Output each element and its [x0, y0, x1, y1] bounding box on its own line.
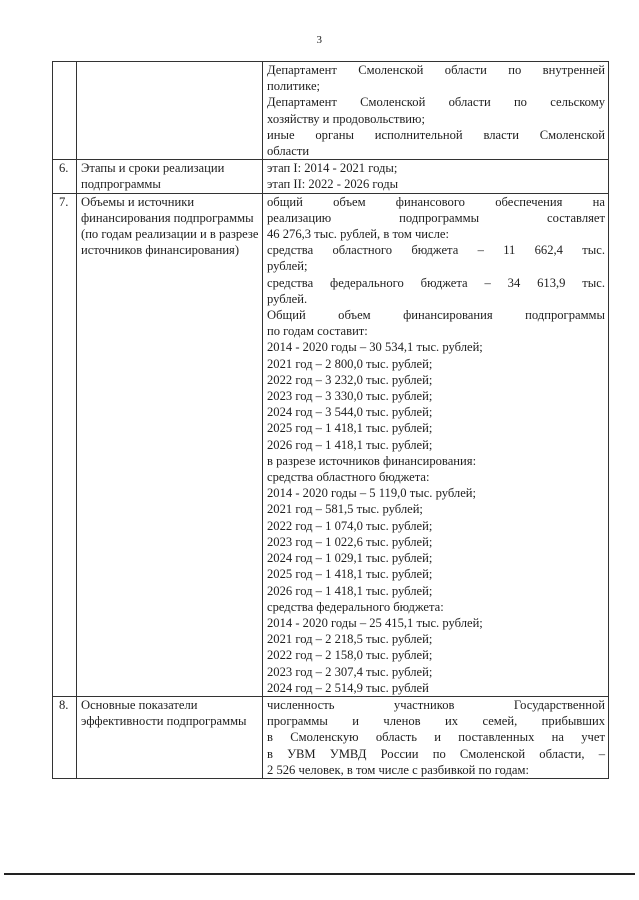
content-line: 2024 год – 1 029,1 тыс. рублей; — [267, 551, 433, 566]
page-number: 3 — [316, 34, 323, 46]
content-line: этап II: 2022 - 2026 годы — [267, 177, 399, 192]
content-line: 2021 год – 2 800,0 тыс. рублей; — [267, 356, 433, 371]
row-label: Этапы и сроки реализации подпрограммы — [81, 161, 225, 192]
content-line: 2025 год – 1 418,1 тыс. рублей; — [267, 421, 433, 436]
row-number: 8. — [53, 696, 77, 778]
content-line: реализацию подпрограммы составляет — [267, 210, 605, 225]
table-row — [53, 193, 609, 696]
content-line: 2025 год – 1 418,1 тыс. рублей; — [267, 567, 433, 582]
row-number — [53, 62, 77, 160]
row-number: 7. — [53, 193, 77, 696]
content-line: в Смоленскую область и поставленных на учет — [267, 730, 605, 745]
table-row — [53, 62, 609, 160]
content-line: 2024 год – 3 544,0 тыс. рублей; — [267, 405, 433, 420]
content-line: 2022 год – 1 074,0 тыс. рублей; — [267, 518, 433, 533]
content-line: программы и членов их семей, прибывших — [267, 714, 605, 729]
row-label: Объемы и источники финансирования подпрограммы (по годам реализации и в разрезе источников финансирования) — [81, 194, 259, 258]
content-line: 2021 год – 2 218,5 тыс. рублей; — [267, 632, 433, 647]
passport-table-body — [53, 62, 609, 779]
row-label-cell — [77, 160, 263, 193]
footer-divider — [4, 873, 635, 875]
content-line: 2026 год – 1 418,1 тыс. рублей; — [267, 583, 433, 598]
content-line: 2014 - 2020 годы – 25 415,1 тыс. рублей; — [267, 615, 483, 630]
content-line: области — [267, 144, 310, 159]
content-line: в УВМ УМВД России по Смоленской области, – — [267, 746, 605, 761]
content-line: политике; — [267, 79, 321, 94]
row-label-cell — [77, 62, 263, 160]
content-line: 2023 год – 2 307,4 тыс. рублей; — [267, 664, 433, 679]
content-line: средства областного бюджета – 11 662,4 тыс. — [267, 243, 605, 258]
content-line: 2 526 человек, в том числе с разбивкой по годам: — [267, 762, 529, 777]
passport-table — [52, 61, 609, 779]
row-content-cell — [263, 62, 609, 160]
table-row — [53, 696, 609, 778]
content-line: средства федерального бюджета – 34 613,9 тыс. — [267, 275, 605, 290]
content-line: 2014 - 2020 годы – 30 534,1 тыс. рублей; — [267, 340, 483, 355]
content-line: рублей. — [267, 291, 308, 306]
content-line: рублей; — [267, 259, 308, 274]
row-content-cell — [263, 193, 609, 696]
content-line: Департамент Смоленской области по внутренней — [267, 63, 605, 77]
content-line: численность участников Государственной — [267, 697, 605, 712]
content-line: в разрезе источников финансирования: — [267, 453, 477, 468]
content-line: иные органы исполнительной власти Смоленской — [267, 127, 605, 142]
content-line: общий объем финансового обеспечения на — [267, 194, 605, 209]
row-content-cell — [263, 696, 609, 778]
row-number: 6. — [53, 160, 77, 193]
content-line: 46 276,3 тыс. рублей, в том числе: — [267, 227, 449, 242]
content-line: по годам составит: — [267, 324, 368, 339]
row-label: Основные показатели эффективности подпрограммы — [81, 697, 247, 729]
content-line: 2024 год – 2 514,9 тыс. рублей — [267, 680, 429, 695]
content-line: 2026 год – 1 418,1 тыс. рублей; — [267, 437, 433, 452]
content-line: этап I: 2014 - 2021 годы; — [267, 161, 398, 176]
content-line: Общий объем финансирования подпрограммы — [267, 308, 605, 323]
row-content-cell — [263, 160, 609, 193]
content-line: 2023 год – 3 330,0 тыс. рублей; — [267, 389, 433, 404]
row-label-cell — [77, 696, 263, 778]
content-line: 2014 - 2020 годы – 5 119,0 тыс. рублей; — [267, 486, 477, 501]
content-line: Департамент Смоленской области по сельскому — [267, 95, 605, 110]
content-line: 2022 год – 3 232,0 тыс. рублей; — [267, 372, 433, 387]
content-line: хозяйству и продовольствию; — [267, 111, 425, 126]
content-line: 2021 год – 581,5 тыс. рублей; — [267, 502, 423, 517]
content-line: средства областного бюджета: — [267, 470, 430, 485]
row-label-cell — [77, 193, 263, 696]
content-line: 2022 год – 2 158,0 тыс. рублей; — [267, 648, 433, 663]
content-line: 2023 год – 1 022,6 тыс. рублей; — [267, 534, 433, 549]
table-row — [53, 160, 609, 193]
content-line: средства федерального бюджета: — [267, 599, 444, 614]
